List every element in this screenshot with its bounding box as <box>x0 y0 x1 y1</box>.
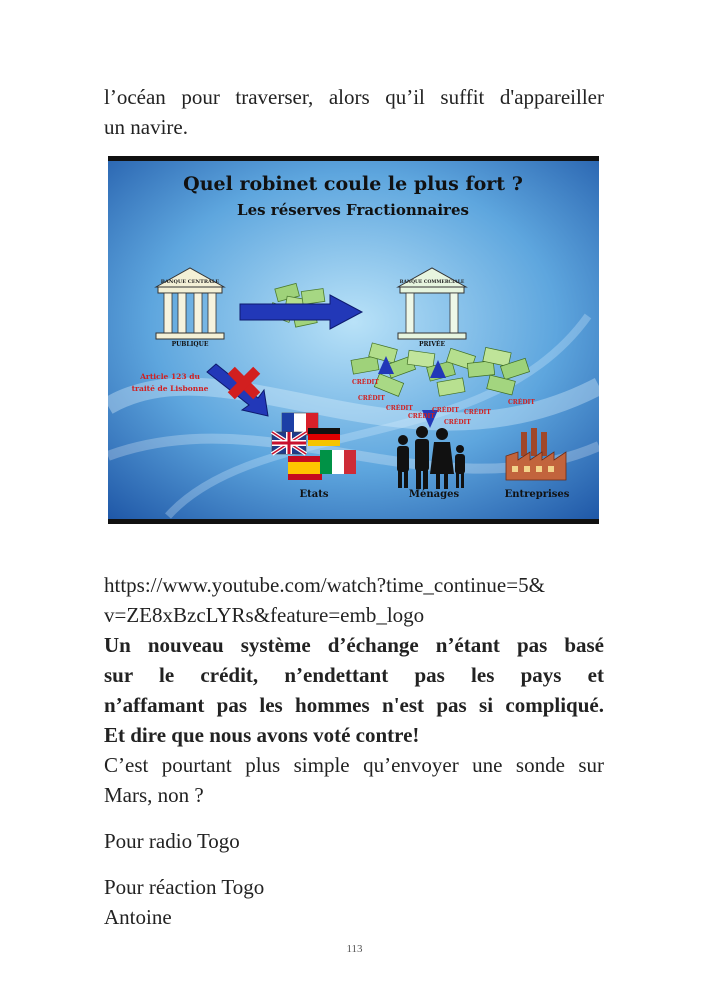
fractional-reserve-figure <box>108 156 599 524</box>
article-line-2: traité de Lisbonne <box>131 384 209 393</box>
plain-line-2: Mars, non ? <box>104 783 204 807</box>
figure-title: Quel robinet coule le plus fort ? <box>183 173 523 195</box>
url-line-1[interactable]: https://www.youtube.com/watch?time_continue=5& <box>104 573 545 597</box>
page-number: 113 <box>346 943 363 955</box>
credit-label: CRÉDIT <box>432 407 459 414</box>
credit-label: CRÉDIT <box>408 413 435 420</box>
article-line-1: Article 123 du <box>140 372 200 381</box>
commercial-bank-label: BANQUE COMMERCIALE <box>399 280 465 285</box>
intro-line-2: un navire. <box>104 115 188 139</box>
bold-line-3: n’affamant pas les hommes n'est pas si compliqué. <box>104 693 604 717</box>
central-bank-label: BANQUE CENTRALE <box>160 279 220 285</box>
credit-label: CRÉDIT <box>464 409 491 416</box>
menages-label: Ménages <box>408 489 460 500</box>
credit-label: CRÉDIT <box>386 405 413 412</box>
url-line-2[interactable]: v=ZE8xBzcLYRs&feature=emb_logo <box>104 603 425 627</box>
bold-line-4: Et dire que nous avons voté contre! <box>104 723 420 747</box>
intro-line-1: l’océan pour traverser, alors qu’il suffit d'appareiller <box>104 85 604 109</box>
credit-label: CRÉDIT <box>358 395 385 402</box>
public-label: PUBLIQUE <box>171 341 209 348</box>
etats-label: Etats <box>299 489 329 500</box>
signature: Antoine <box>104 905 172 929</box>
credit-label: CRÉDIT <box>352 379 379 386</box>
credit-label: CRÉDIT <box>444 419 471 426</box>
reaction-line: Pour réaction Togo <box>104 875 265 899</box>
figure-subtitle: Les réserves Fractionnaires <box>237 201 469 219</box>
plain-line-1: C’est pourtant plus simple qu’envoyer une sonde sur <box>104 753 604 777</box>
radio-line: Pour radio Togo <box>104 829 240 853</box>
bold-line-2: sur le crédit, n’endettant pas les pays et <box>104 663 604 687</box>
bold-line-1: Un nouveau système d’échange n’étant pas basé <box>104 633 604 657</box>
entreprises-label: Entreprises <box>504 489 570 500</box>
credit-label: CRÉDIT <box>508 399 535 406</box>
private-label: PRIVÉE <box>418 341 446 348</box>
